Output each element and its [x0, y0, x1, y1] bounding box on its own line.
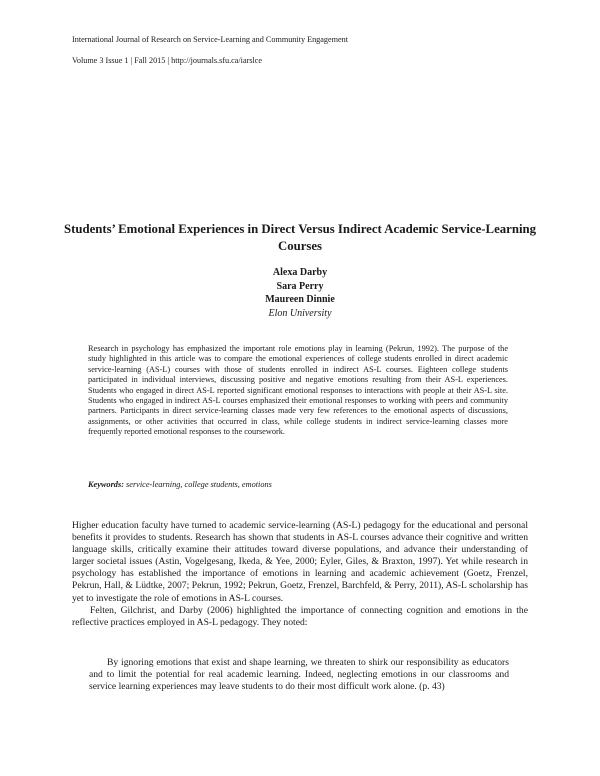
author-name: Alexa Darby	[272, 267, 328, 278]
author-affiliation: Elon University	[268, 307, 332, 319]
body-paragraph: Felten, Gilchrist, and Darby (2006) highlighted the importance of connecting cognition and emotions in the reflective practices employed in AS-L pedagogy. They noted:	[72, 604, 528, 628]
author-name: Sara Perry	[276, 280, 324, 292]
author-name: Maureen Dinnie	[265, 294, 335, 305]
keywords-label: Keywords:	[88, 480, 124, 489]
author-block	[0, 266, 600, 320]
keywords-text: service-learning, college students, emotions	[126, 480, 272, 489]
article-title: Students’ Emotional Experiences in Direct Versus Indirect Academic Service-Learning Courses	[63, 222, 537, 253]
abstract: Research in psychology has emphasized the important role emotions play in learning (Pekrun, 1992). The purpose of the study highlighted in this article was to compare the emotional experiences of college students enrolled in direct academic service-learning (AS-L) courses with those of students enrolled in indirect AS-L courses. Eighteen college students participated in individual interviews, discussing positive and negative emotions resulting from their AS-L experiences. Students who engaged in direct AS-L reported significant emotional responses to interactions with people at their AS-L site. Students who engaged in indirect AS-L courses emphasized their emotional responses to working with peers and community partners. Participants in direct service-learning classes made very few references to the emotional aspects of discussions, assignments, or other activities that occurred in class, while college students in indirect service-learning classes more frequently reported emotional responses to the coursework.	[88, 344, 508, 437]
body-text	[72, 520, 528, 629]
block-quote: By ignoring emotions that exist and shape learning, we threaten to shirk our responsibility as educators and to limit the potential for real academic learning. Indeed, neglecting emotions in our classrooms and service learning experiences may leave students to do their most difficult work alone. (p. 43)	[89, 657, 509, 693]
journal-header: International Journal of Research on Service-Learning and Community Engagement	[72, 35, 349, 44]
body-paragraph: Higher education faculty have turned to academic service-learning (AS-L) pedagogy for the educational and personal benefits it provides to students. Research has shown that students in AS-L courses advance their cognitive and written language skills, critically examine their attitudes toward diverse populations, and advance their understanding of larger societal issues (Astin, Vogelgesang, Ikeda, & Yee, 2000; Eyler, Giles, & Braxton, 1997). Yet while research in psychology has established the importance of emotions in learning and academic achievement (Goetz, Frenzel, Pekrun, Hall, & Lüdtke, 2007; Pekrun, 1992; Pekrun, Goetz, Frenzel, Barchfeld, & Perry, 2011), AS-L scholarship has yet to investigate the role of emotions in AS-L courses.	[72, 520, 528, 604]
volume-header: Volume 3 Issue 1 | Fall 2015 | http://journals.sfu.ca/iarslce	[72, 56, 263, 65]
keywords	[88, 480, 272, 489]
